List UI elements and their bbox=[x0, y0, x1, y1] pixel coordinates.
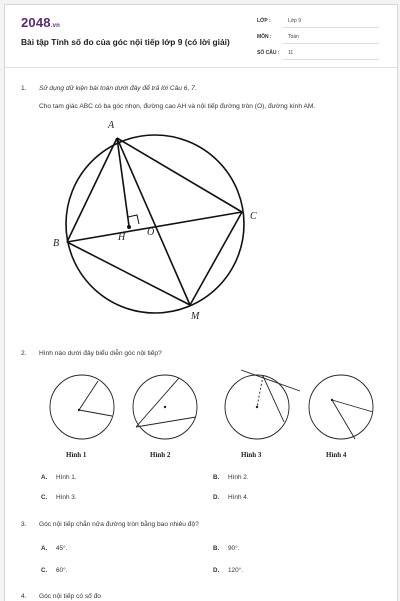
option-c-letter[interactable]: C. bbox=[41, 494, 48, 501]
option-a-text[interactable]: Hình 1. bbox=[56, 474, 77, 481]
option-b-text[interactable]: 90°. bbox=[228, 545, 240, 552]
question-text: Góc nội tiếp chắn nửa đường tròn bằng bao nhiêu độ? bbox=[39, 521, 199, 528]
meta-count-label: SỐ CÂU : bbox=[257, 50, 280, 56]
point-label-o: O bbox=[147, 227, 155, 238]
point-label-h: H bbox=[118, 232, 126, 243]
question-text: Cho tam giác ABC có ba góc nhọn, đường cao AH và nội tiếp đường tròn (O), đường kính AM. bbox=[39, 103, 316, 110]
question-number: 4. bbox=[21, 593, 27, 600]
option-b-letter[interactable]: B. bbox=[213, 545, 220, 552]
option-d-letter[interactable]: D. bbox=[213, 567, 220, 574]
point-label-a: A bbox=[108, 120, 115, 131]
question-intro: Sử dụng dữ kiện bài toán dưới đây để trả lời Câu 6, 7. bbox=[39, 85, 197, 92]
document-title: Bài tập Tính số đo của góc nội tiếp lớp 9 (có lời giải) bbox=[21, 37, 230, 47]
circle-figure-abcm bbox=[5, 5, 397, 345]
option-c-text[interactable]: Hình 3. bbox=[56, 494, 77, 501]
figure-caption-3: Hình 3 bbox=[241, 451, 262, 459]
meta-subject-value: Toán bbox=[288, 34, 299, 40]
option-a-text[interactable]: 45°. bbox=[56, 545, 68, 552]
option-d-text[interactable]: Hình 4. bbox=[228, 494, 249, 501]
option-a-letter[interactable]: A. bbox=[41, 545, 48, 552]
option-b-letter[interactable]: B. bbox=[213, 474, 220, 481]
option-d-letter[interactable]: D. bbox=[213, 494, 220, 501]
option-b-text[interactable]: Hình 2. bbox=[228, 474, 249, 481]
figure-caption-1: Hình 1 bbox=[66, 451, 87, 459]
option-a-letter[interactable]: A. bbox=[41, 474, 48, 481]
option-c-letter[interactable]: C. bbox=[41, 567, 48, 574]
figure-caption-4: Hình 4 bbox=[326, 451, 347, 459]
option-c-text[interactable]: 60°. bbox=[56, 567, 68, 574]
site-logo[interactable]: 2048.vn bbox=[21, 15, 61, 30]
meta-count-value: 11 bbox=[288, 50, 294, 56]
figure-caption-2: Hình 2 bbox=[150, 451, 171, 459]
question-number: 3. bbox=[21, 521, 27, 528]
inscribed-angle-figures bbox=[5, 365, 397, 450]
meta-subject-label: MÔN : bbox=[257, 34, 272, 40]
point-label-b: B bbox=[53, 238, 60, 249]
question-number: 2. bbox=[21, 350, 27, 357]
question-number: 1. bbox=[21, 85, 27, 92]
question-text: Góc nội tiếp có số đo bbox=[39, 593, 101, 600]
point-label-m: M bbox=[191, 311, 200, 322]
point-label-c: C bbox=[250, 211, 257, 222]
worksheet-page bbox=[4, 4, 398, 601]
meta-class-label: LỚP : bbox=[257, 18, 271, 24]
meta-class-value: Lớp 9 bbox=[288, 18, 302, 24]
question-text: Hình nào dưới đây biểu diễn góc nội tiếp? bbox=[39, 350, 162, 357]
option-d-text[interactable]: 120°. bbox=[228, 567, 243, 574]
